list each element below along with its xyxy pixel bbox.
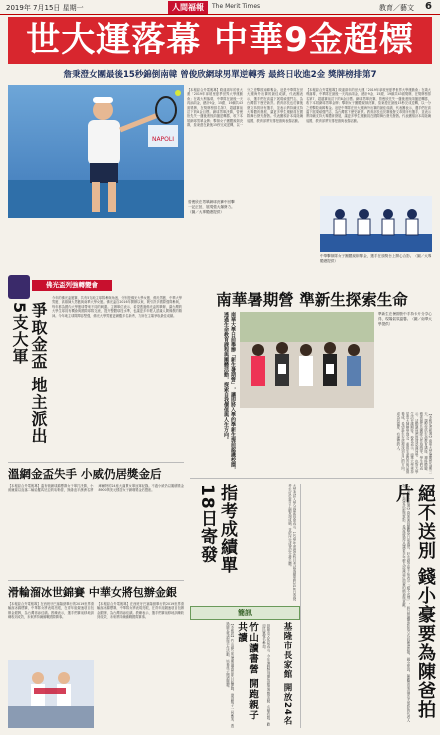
camp-headline: 南華暑期營 準新生探索生命 <box>216 291 408 309</box>
paper-logo: 人間福報 <box>168 1 208 14</box>
skate-news-body: 【本報綜合外電報導】在西班牙巴塞隆納舉行的2019世界滑輪溜冰錦標賽，中華隊女將表現亮眼，在青年組競速項目包辦金銀牌，為台灣再添佳績。教練表示，選手們賽前移地訓練收到成效，未來將持續備戰國際賽事。 <box>8 602 94 620</box>
skate-news-title: 滑輪溜冰世錦賽 中華女將包辦金銀 <box>8 586 177 599</box>
divider <box>190 478 434 479</box>
camp-article-body: 【本報記者報導】南華大學暑期營為期三天，課程包括生命教育講座、禪修體驗、藝術創作及團隊合作遊戲等。學生們表示，活動讓他們提前認識同學，也對大學生活充滿期待。校長表示，南華大學秉持星雲大師辦學理念，重視生命教育與品德養成，希望新生在這裡找到自己的方向，成為有溫度、有理想的人。 <box>395 412 432 474</box>
tennis-news-title: 溫網金盃失手 小威仍居獎金后 <box>8 467 162 481</box>
news-briefs-label: 簡訊 <box>238 609 252 617</box>
skate-news-body-cont: 【本報綜合外電報導】在西班牙巴塞隆納舉行的2019世界滑輪溜冰錦標賽，中華隊女將表現亮眼，在青年組競速項目包辦金銀牌，為台灣再添佳績。教練表示，選手們賽前移地訓練收到成效，未來將持續備戰國際賽事。 <box>97 602 184 620</box>
tennis-news-body: 【本報綜合外電報導】溫布頓網球錦標賽女子單打決賽，小威廉絲以直落二輸給羅馬尼亞的哈勒普，無緣追平澳洲名將庫爾特的24座大滿貫女單冠軍紀錄。不過小威仍以累積獎金8900萬美元穩居女子網壇獎金后寶座。 <box>8 484 184 493</box>
lead-subhead: 詹秉澄女團最後15秒錦倒南韓 曾俊欣網球男單逆轉秀 最終日收進2金 獎牌榜排第7 <box>63 70 377 80</box>
fencing-photo <box>320 196 432 252</box>
exam-vertical-title: 指考成績單 18日寄發 <box>197 484 237 574</box>
tennis-photo-caption: 曾俊欣在男單網球決賽中回擊一記正拍，展現強大爆發力。（圖／大專體總提供） <box>188 200 235 214</box>
paper-english-name: The Merit Times <box>212 3 261 10</box>
divider <box>8 580 184 581</box>
issue-date: 2019年 7月15日 星期一 <box>6 4 84 12</box>
news-briefs-box <box>190 606 300 620</box>
actor-vertical-title: 絕不送別 錢小豪要為陳爸拍片 <box>393 484 436 720</box>
fencing-team-illustration <box>320 196 432 252</box>
masthead <box>0 0 440 15</box>
lead-headline: 世大運落幕 中華9金超標 <box>8 17 432 64</box>
camp-intro: 南華大學日前舉辦「新生暑期營」，讓即將入學的準新生提前認識校園，透過生命教育課程與團體活動，探索自我價值與人生方向。 <box>223 312 236 472</box>
left-vertical-title: 爭取金盃 地主派出5支大軍 <box>10 302 48 445</box>
section-name: 教育／藝文 <box>379 4 414 12</box>
lead-article-body-cont: 【本報綜合外電報導】睽違兩年的世大運「2019年拿坡里夏季世界大學運動會」在義大利落幕，中華隊在最後一天再添兩金，總計9金、15銀、19銅共43面獎牌，在獎牌榜排名第7，超越賽前訂下的8金目標。網球男單決賽，曾俊欣先失一盤後連扳兩盤逆轉勝，收下本屆網球男單金牌；擊劍女子團體銳劍決賽，詹秉澄在最後15秒完成逆轉，以一分之差擊敗南韓奪金。這是中華隊在世大運海外出賽的最佳成績，代表團表示，選手們在高溫下展現頑強鬥志，為台灣寫下歷史新頁。教育部長也於賽後發文恭賀所有選手，並表示將持續支持大專體育發展，讓更多學生運動員在國際舞台發光發熱。代表團預計本周陸續返國，教育部將安排授旗與表揚活動。 <box>306 88 431 123</box>
divider <box>8 462 184 463</box>
left-section-label: 佛光盃列強轉變會 <box>32 280 112 291</box>
camp-photo-caption: 準新生在暑期營中手持卡片分享心得，現場氣氛溫馨。（圖／南華大學提供） <box>378 312 432 326</box>
actor-article-body: 【本報綜合報導】資深演員陳觀泰日前過世，好友錢小豪不捨表示「絕不送別」，將以拍攝電影的方式向陳爸致敬。錢小豪說，陳觀泰是香港功夫電影的代表人物，一生熱愛武術與電影，希望透過作品讓更多年輕人認識這位前輩的精神與貢獻。 <box>401 484 410 722</box>
svg-text:NAPOLI: NAPOLI <box>151 136 175 143</box>
tennis-player-illustration <box>8 85 184 218</box>
brief-title: 竹山讀書營 開跑親子共讀 <box>236 622 258 721</box>
skate-photo <box>8 660 94 728</box>
divider <box>300 484 301 728</box>
brief-body-2: 基隆市文化局表示，今年暑假特別開放館舍導覽活動，名額有限，歡迎民眾報名參加。 <box>261 624 270 726</box>
fencing-photo-caption: 中華擊劍隊女子團體銳劍奪金，選手在頒獎台上開心合影。（圖／大專體總提供） <box>320 254 432 263</box>
brief-body: 【本報訊】竹山鎮公所暑期讀書營即日起開跑，邀請親子一同參加，透過繪本導讀與手作活動，培養孩子閱讀興趣。 <box>225 622 234 728</box>
tennis-photo <box>8 85 184 218</box>
camp-photo <box>240 312 374 408</box>
skaters-illustration <box>8 660 94 728</box>
fgs-cup-logo <box>8 275 30 299</box>
page-number: 6 <box>425 1 432 12</box>
brief-title-2: 基隆市長家館 開放24名 <box>282 622 292 726</box>
camp-students-illustration <box>240 312 374 408</box>
exam-article-body: 大學考試入學分發委員會表示，107學年度指定科目考試成績單將於18日寄發，考生可於當日上網查詢成績，並依序完成登記分發志願。 <box>287 484 296 604</box>
left-article-body: 今年的佛光盃籃賽，共有5支地主球隊參與角逐，分別是佛光大學女籃、佛光男籃、中華大學男籃、高雄師大男籃與南華大學女籃。佛光盃自2016年開辦以來，吸引許多國際強隊參與，每年都為國內大學籃球帶來不同的刺激。主辦單位表示，希望透過佛光盃的舉辦，讓台灣的大學生球員有機會與國際球隊交流，提升整體球技水準，也讓更多年輕人認識人間佛教的精神。今年地主球隊陣容堅強，佛光大學男籃更網羅多名新秀，力拚在主場爭取最佳成績。 <box>52 296 182 318</box>
lead-article-body: 【本報綜合外電報導】睽違兩年的世大運「2019年拿坡里夏季世界大學運動會」在義大利落幕，中華隊在最後一天再添兩金，總計9金、15銀、19銅共43面獎牌，在獎牌榜排名第7，超越賽前訂下的8金目標。網球男單決賽，曾俊欣先失一盤後連扳兩盤逆轉勝，收下本屆網球男單金牌；擊劍女子團體銳劍決賽，詹秉澄在最後15秒完成逆轉，以一分之差擊敗南韓奪金。這是中華隊在世大運海外出賽的最佳成績，代表團表示，選手們在高溫下展現頑強鬥志，為台灣寫下歷史新頁。教育部長也於賽後發文恭賀所有選手，並表示將持續支持大專體育發展，讓更多學生運動員在國際舞台發光發熱。代表團預計本周陸續返國，教育部將安排授旗與表揚活動。 <box>187 88 303 128</box>
